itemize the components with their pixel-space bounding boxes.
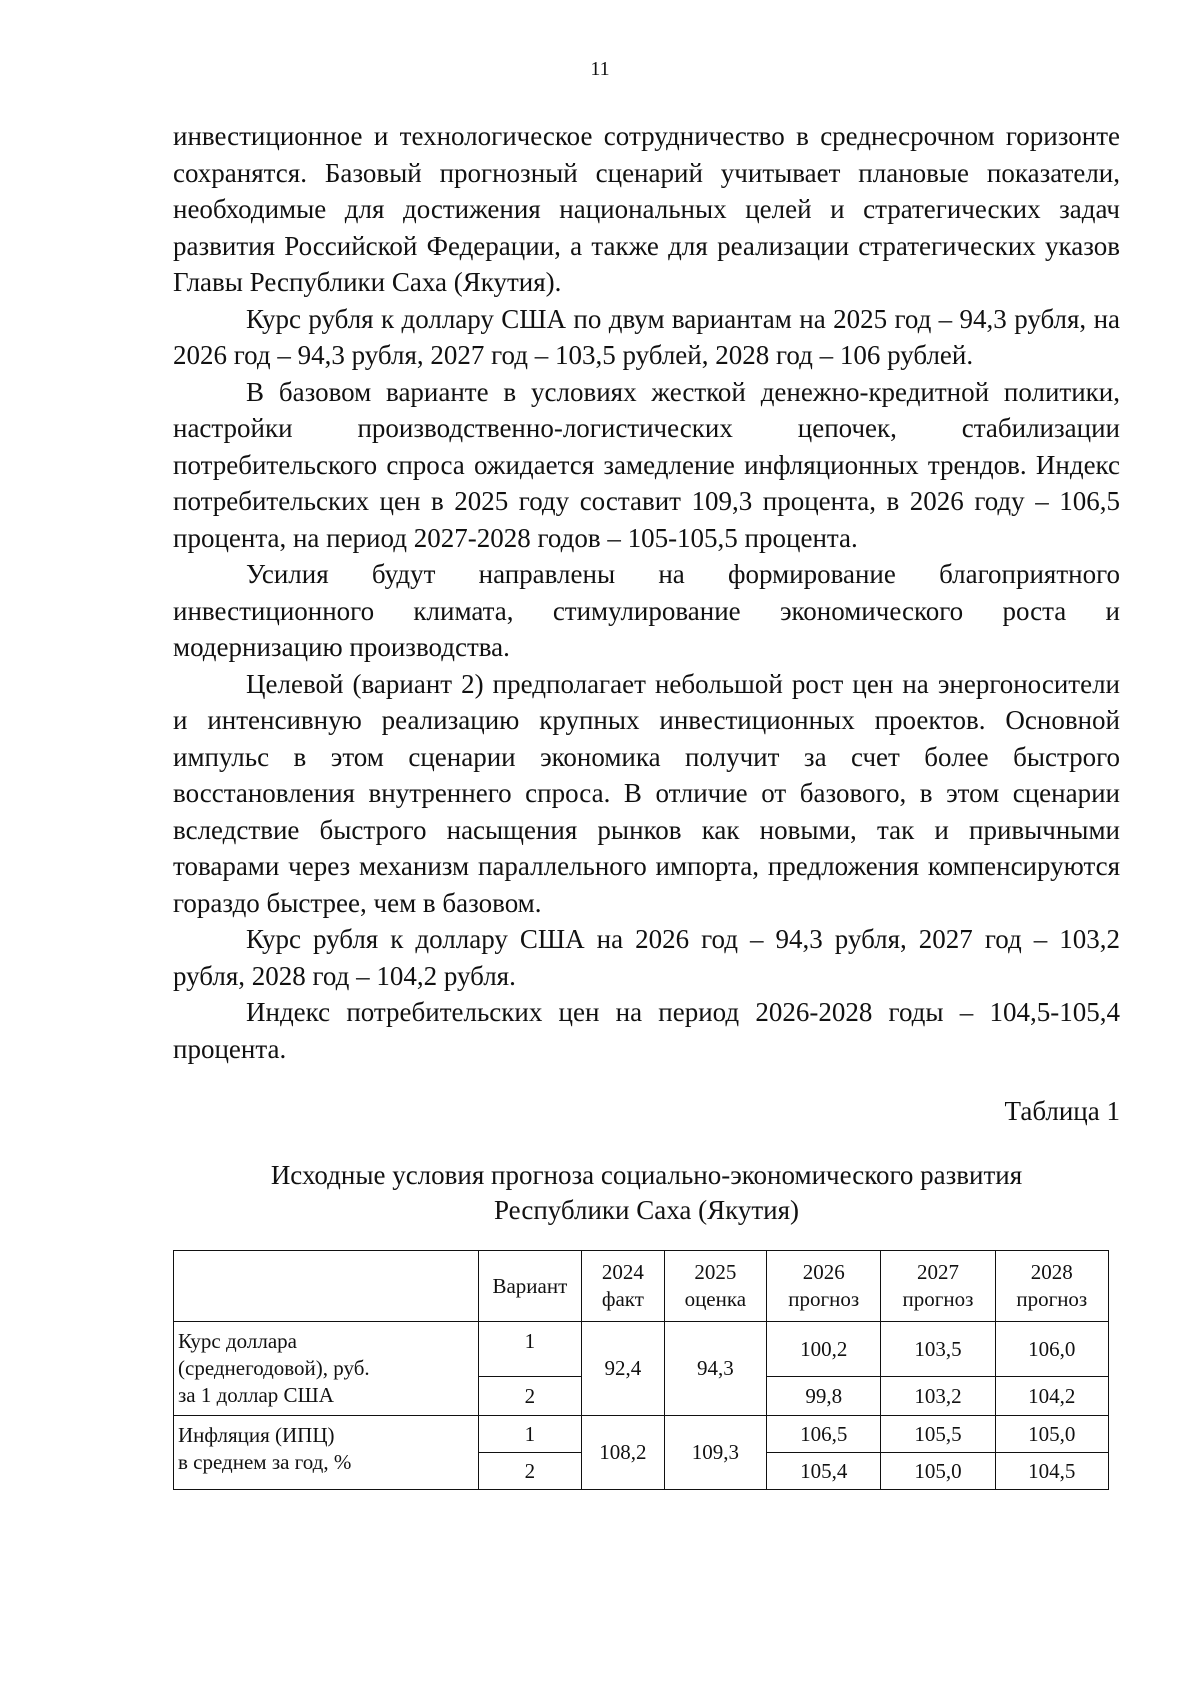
page-number: 11: [590, 58, 610, 80]
header-year: 2024: [601, 1260, 644, 1284]
body-text: [173, 118, 1120, 1067]
forecast-2028-cell: 104,5: [995, 1453, 1108, 1490]
row-label-inflation: [174, 1416, 479, 1490]
table-label: Таблица 1: [1004, 1096, 1120, 1126]
row-label-line: за 1 доллар США: [178, 1383, 334, 1407]
paragraph: В базовом варианте в условиях жесткой денежно-кредитной политики, настройки производственно-логистических цепочек, стабилизации потребительского спроса ожидается замедление инфляционных трендов. Индекс потребительских цен в 2025 году составит 109,3 процента, в 2026 году – 106,5 процента, на период 2027-2028 годов – 105-105,5 процента.: [173, 376, 1120, 553]
forecast-2026-cell: 100,2: [767, 1322, 881, 1377]
header-year: 2025: [694, 1260, 737, 1284]
header-subtitle: прогноз: [788, 1287, 860, 1311]
header-year: 2026: [802, 1260, 845, 1284]
table-row: [174, 1416, 1109, 1453]
row-label-line: (среднегодовой), руб.: [178, 1356, 370, 1380]
row-label-line: Курс доллара: [178, 1329, 298, 1353]
header-subtitle: факт: [601, 1287, 644, 1311]
row-label-line: в среднем за год, %: [178, 1450, 352, 1474]
estimate-2025-cell: 109,3: [664, 1416, 767, 1490]
header-2025: [664, 1251, 767, 1322]
header-subtitle: прогноз: [1016, 1287, 1088, 1311]
forecast-table: [173, 1250, 1109, 1490]
header-2024: [582, 1251, 664, 1322]
paragraph: Курс рубля к доллару США по двум вариантам на 2025 год – 94,3 рубля, на 2026 год – 94,3 рубля, 2027 год – 103,5 рублей, 2028 год – 106 рублей.: [173, 303, 1120, 370]
table-header-row: [174, 1251, 1109, 1322]
paragraph: Усилия будут направлены на формирование благоприятного инвестиционного климата, стимулирование экономического роста и модернизацию производства.: [173, 559, 1120, 662]
table-title-line: Республики Саха (Якутия): [494, 1195, 799, 1225]
paragraph: инвестиционное и технологическое сотрудничество в среднесрочном горизонте сохранятся. Базовый прогнозный сценарий учитывает плановые показатели, необходимые для достижения национальных целей и стратегических задач развития Российской Федерации, а также для реализации стратегических указов Главы Республики Саха (Якутия).: [173, 121, 1120, 297]
forecast-2027-cell: 105,0: [881, 1453, 995, 1490]
forecast-2028-cell: 106,0: [995, 1322, 1108, 1377]
forecast-2026-cell: 106,5: [767, 1416, 881, 1453]
table-title: [173, 1158, 1120, 1228]
forecast-2027-cell: 105,5: [881, 1416, 995, 1453]
forecast-2028-cell: 105,0: [995, 1416, 1108, 1453]
fact-2024-cell: 108,2: [582, 1416, 664, 1490]
forecast-2027-cell: 103,5: [881, 1322, 995, 1377]
variant-cell: 1: [478, 1322, 582, 1377]
header-year: 2028: [1030, 1260, 1073, 1284]
header-2028: [995, 1251, 1108, 1322]
variant-cell: 2: [478, 1377, 582, 1416]
table-title-line: Исходные условия прогноза социально-экономического развития: [270, 1160, 1023, 1190]
variant-cell: 1: [478, 1416, 582, 1453]
variant-cell: 2: [478, 1453, 582, 1490]
header-subtitle: прогноз: [902, 1287, 974, 1311]
row-label-line: Инфляция (ИПЦ): [178, 1423, 335, 1447]
paragraph: Курс рубля к доллару США на 2026 год – 94,3 рубля, 2027 год – 103,2 рубля, 2028 год – 104,2 рубля.: [173, 924, 1120, 991]
header-empty-cell: [174, 1251, 479, 1322]
table-row: [174, 1322, 1109, 1377]
forecast-2026-cell: 99,8: [767, 1377, 881, 1416]
header-variant: Вариант: [478, 1251, 582, 1322]
estimate-2025-cell: 94,3: [664, 1322, 767, 1416]
paragraph: Целевой (вариант 2) предполагает небольшой рост цен на энергоносители и интенсивную реализацию крупных инвестиционных проектов. Основной импульс в этом сценарии экономика получит за счет более быстрого восстановления внутреннего спроса. В отличие от базового, в этом сценарии вследствие быстрого насыщения рынков как новыми, так и привычными товарами через механизм параллельного импорта, предложения компенсируются гораздо быстрее, чем в базовом.: [173, 668, 1120, 918]
fact-2024-cell: 92,4: [582, 1322, 664, 1416]
forecast-2026-cell: 105,4: [767, 1453, 881, 1490]
header-2026: [767, 1251, 881, 1322]
header-subtitle: оценка: [684, 1287, 747, 1311]
paragraph: Индекс потребительских цен на период 2026-2028 годы – 104,5-105,4 процента.: [173, 997, 1120, 1064]
forecast-2028-cell: 104,2: [995, 1377, 1108, 1416]
row-label-exchange-rate: [174, 1322, 479, 1416]
forecast-2027-cell: 103,2: [881, 1377, 995, 1416]
header-year: 2027: [916, 1260, 959, 1284]
header-2027: [881, 1251, 995, 1322]
